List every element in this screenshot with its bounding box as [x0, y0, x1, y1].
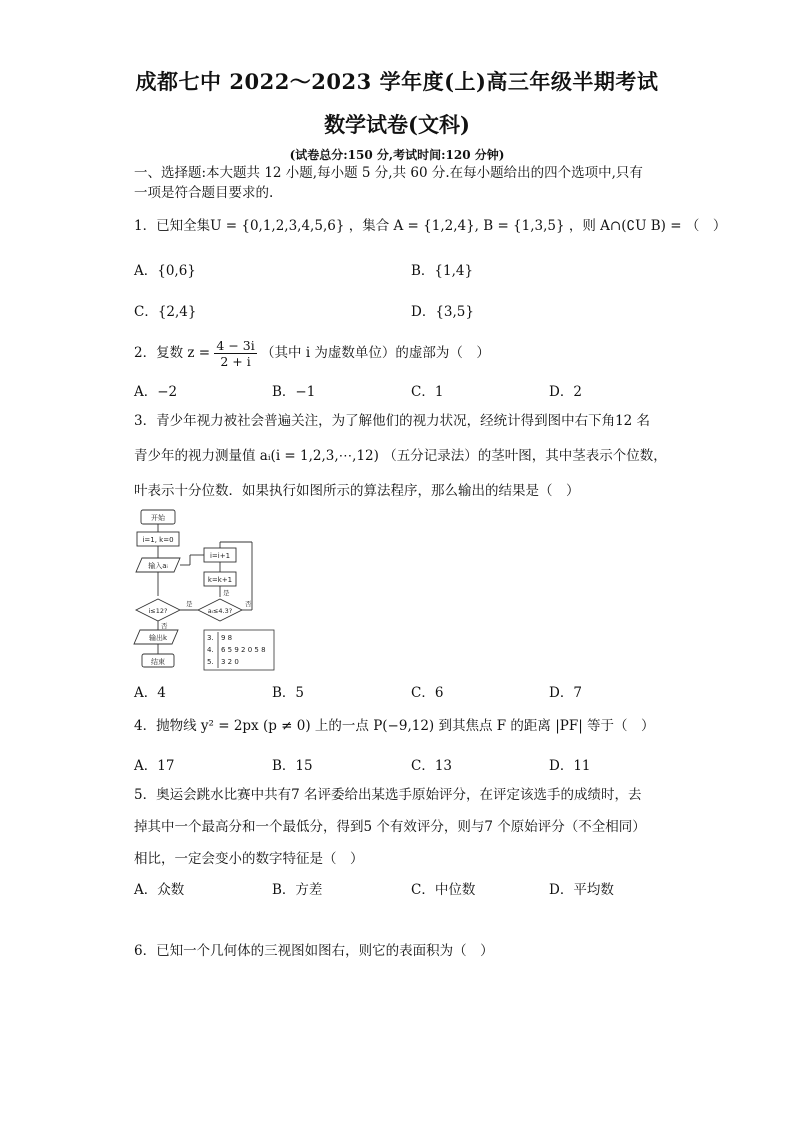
- q2-option-b: B．−1: [272, 384, 316, 400]
- q5-option-b: B．方差: [272, 882, 323, 898]
- flow-inc-k-label: k=k+1: [207, 576, 233, 584]
- stem-row-1: 3.: [207, 634, 214, 642]
- leaf-row-3: 3 2 0: [221, 658, 239, 666]
- leaf-row-1: 9 8: [221, 634, 233, 642]
- flow-cond1-label: i≤12?: [148, 607, 168, 615]
- stem-row-2: 4.: [207, 646, 214, 654]
- section-instruction-line2: 一项是符合题目要求的.: [134, 185, 274, 201]
- flow-inc-i-label: i=i+1: [209, 552, 231, 560]
- q2-option-c: C．1: [411, 384, 444, 400]
- flow-no1-label: 否: [161, 622, 168, 630]
- question-6: 6．已知一个几何体的三视图如图右，则它的表面积为（ ）: [134, 943, 494, 959]
- q4-option-c: C．13: [411, 758, 453, 774]
- question-4: 4．抛物线 y² = 2px (p ≠ 0) 上的一点 P(−9,12) 到其焦点 F 的距离 |PF| 等于（ ）: [134, 718, 655, 734]
- question-3-line3: 叶表示十分位数．如果执行如图所示的算法程序，那么输出的结果是（ ）: [134, 483, 580, 499]
- flow-yes1-label: 是: [186, 600, 193, 608]
- q1-option-d: D．{3,5}: [411, 304, 474, 320]
- section-instruction-line1: 一、选择题:本大题共 12 小题,每小题 5 分,共 60 分.在每小题给出的四个选项中,只有: [134, 165, 643, 181]
- exam-title: 成都七中 2022～2023 学年度(上)高三年级半期考试: [135, 69, 659, 94]
- question-5-line3: 相比，一定会变小的数字特征是（ ）: [134, 851, 364, 867]
- q2-numerator: 4 − 3i: [216, 338, 255, 353]
- q1-option-c: C．{2,4}: [134, 304, 197, 320]
- exam-subtitle: 数学试卷(文科): [324, 112, 470, 137]
- q2-prefix: 2．复数 z =: [134, 345, 211, 361]
- q4-option-b: B．15: [272, 758, 313, 774]
- q2-denominator: 2 + i: [220, 354, 251, 369]
- flow-start-label: 开始: [151, 514, 165, 522]
- flow-output-label: 输出k: [148, 634, 168, 642]
- flow-cond2-label: aᵢ≤4.3?: [207, 607, 233, 615]
- q2-fraction: [214, 338, 256, 369]
- stem-row-3: 5.: [207, 658, 214, 666]
- q3-option-c: C．6: [411, 685, 444, 701]
- q5-option-c: C．中位数: [411, 882, 476, 898]
- flowchart-figure: [128, 506, 278, 674]
- question-5-line1: 5．奥运会跳水比赛中共有7 名评委给出某选手原始评分，在评定该选手的成绩时，去: [134, 787, 642, 803]
- question-1: 1．已知全集U = {0,1,2,3,4,5,6} ，集合 A = {1,2,4}, B = {1,3,5} ，则 A∩(∁U B) = （ ）: [134, 218, 727, 234]
- q3-option-d: D．7: [549, 685, 582, 701]
- q3-option-a: A．4: [134, 685, 166, 701]
- q4-option-a: A．17: [134, 758, 175, 774]
- flow-yes2-label: 是: [223, 589, 230, 597]
- q1-option-b: B．{1,4}: [411, 263, 474, 279]
- flow-init-label: i=1, k=0: [142, 536, 174, 544]
- q2-option-d: D．2: [549, 384, 582, 400]
- q4-option-d: D．11: [549, 758, 591, 774]
- exam-note: (试卷总分:150 分,考试时间:120 分钟): [289, 148, 505, 162]
- question-3-line1: 3．青少年视力被社会普遍关注，为了解他们的视力状况，经统计得到图中右下角12 名: [134, 413, 651, 429]
- q2-suffix: （其中 i 为虚数单位）的虚部为（ ）: [261, 345, 490, 361]
- q3-option-b: B．5: [272, 685, 305, 701]
- flow-end-label: 结束: [151, 658, 165, 666]
- q1-option-a: A．{0,6}: [134, 263, 196, 279]
- q5-option-a: A．众数: [134, 882, 185, 898]
- flow-input-label: 输入aᵢ: [148, 562, 168, 570]
- q5-option-d: D．平均数: [549, 882, 614, 898]
- question-2: [134, 334, 490, 372]
- question-3-line2: 青少年的视力测量值 aᵢ(i = 1,2,3,⋯,12) （五分记录法）的茎叶图，其中茎表示个位数，: [134, 448, 667, 464]
- leaf-row-2: 6 5 9 2 0 5 8: [221, 646, 266, 654]
- flow-no2-label: 否: [245, 600, 252, 608]
- q2-option-a: A．−2: [134, 384, 178, 400]
- question-5-line2: 掉其中一个最高分和一个最低分，得到5 个有效评分，则与7 个原始评分（不全相同）: [134, 819, 646, 835]
